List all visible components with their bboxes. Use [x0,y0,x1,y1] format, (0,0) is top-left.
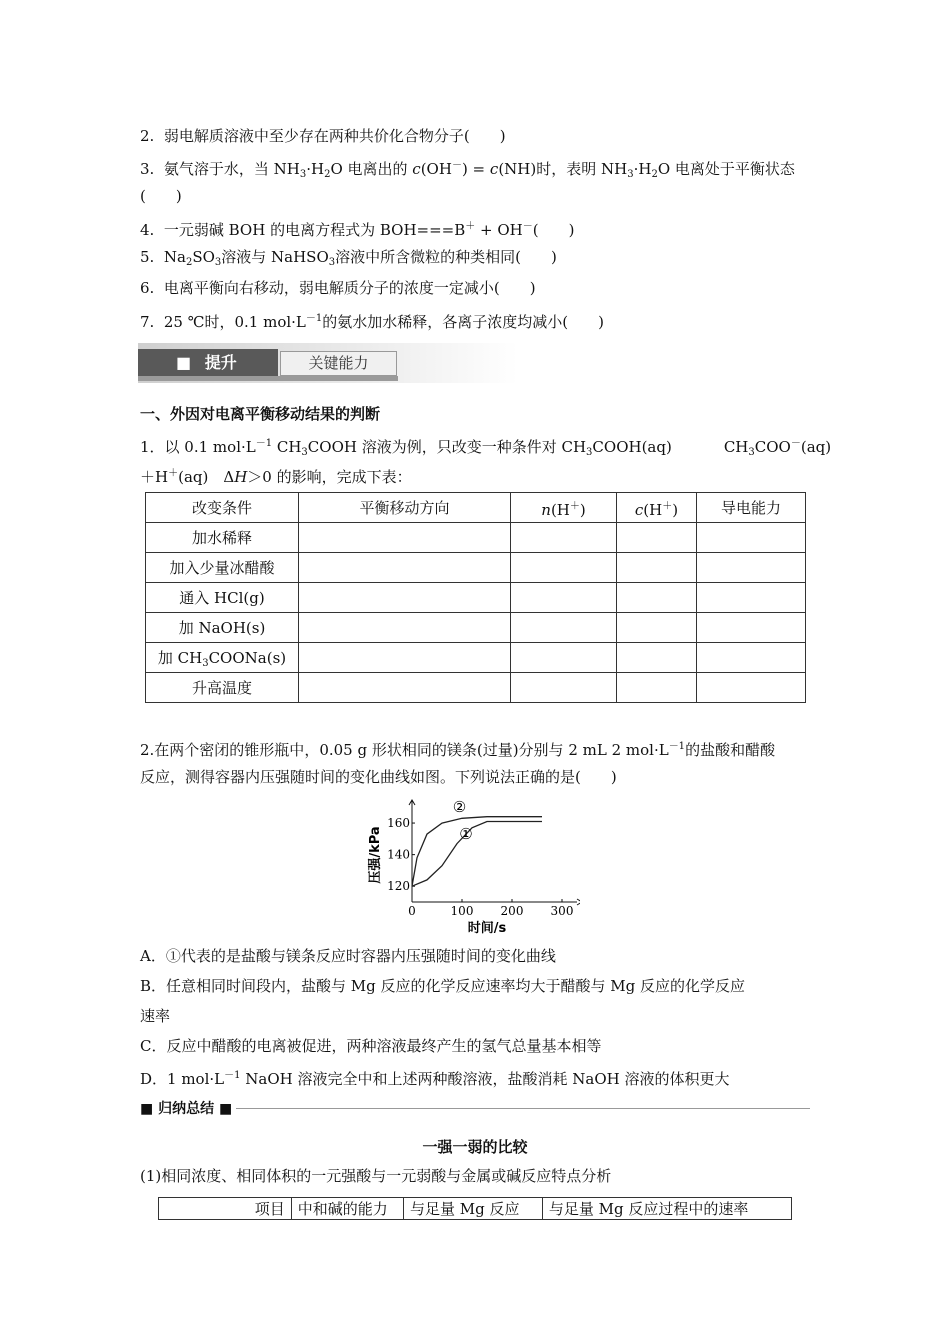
table-row: 加入少量冰醋酸 [146,553,806,583]
header-c-h: c(H＋) [617,493,697,523]
summary-rule [140,1108,810,1109]
option-d[interactable]: D．1 $mol\cdot L^{-1}$ NaOH 溶液完全中和上述两种酸溶液，盐酸消耗 NaOH 溶液的体积更大 [140,1070,730,1088]
x-axis-label: 时间/s [467,921,507,936]
summary-label: ■ 归纳总结 ■ [140,1099,236,1119]
y-tick-label: 140 [387,847,410,862]
item-3: 3. 氨气溶于水，当 $NH_3\cdot H_2O$ 电离出的 c(OH－) = c(NH)时，表明 $NH_3\cdot H_2O$ 电离处于平衡状态 [140,160,795,180]
item-5: 5. $Na_2SO_3$溶液与 NaHSO$_3$溶液中所含微粒的种类相同( ) [140,248,557,268]
header-conductivity: 导电能力 [697,493,806,523]
banner-underline [138,376,398,381]
option-b-line-2[interactable]: 速率 [140,1007,171,1025]
option-b-line-1[interactable]: B．任意相同时间段内，盐酸与 Mg 反应的化学反应速率均大于醋酸与 Mg 反应的化学反应 [140,977,746,995]
problem-1-line-1: 1．以 0.1 $mol\cdot L^{-1}$ $CH_3COOH$ 溶液为例，只改变一种条件对 $CH_3COOH(aq)$ $CH_3COO^-(aq)$ [140,438,832,458]
banner-light-tab: 关键能力 [280,351,397,376]
item-3-tail: ( ) [140,187,182,205]
series-label: ② [452,798,467,816]
x-tick-label: 0 [408,904,416,918]
summary-title: 一强一弱的比较 [422,1138,528,1156]
table-row: 加 $CH_3COONa(s)$ [146,643,806,673]
item-2: 2. 弱电解质溶液中至少存在两种共价化合物分子( ) [140,127,506,145]
square-icon: ■ [176,353,192,372]
summary-divider [140,1099,810,1119]
summary-point-1: (1)相同浓度、相同体积的一元强酸与一元弱酸与金属或碱反应特点分析 [140,1167,612,1185]
problem-2-line-2: 反应，测得容器内压强随时间的变化曲线如图。下列说法正确的是( ) [140,768,617,786]
header-condition: 改变条件 [146,493,299,523]
x-tick-label: 100 [450,904,474,918]
comparison-table [158,1197,792,1220]
option-a[interactable]: A．①代表的是盐酸与镁条反应时容器内压强随时间的变化曲线 [140,947,556,965]
problem-1-line-2: ＋H＋(aq) ΔH＞0 的影响，完成下表： [140,468,412,486]
y-tick-label: 120 [387,879,410,894]
equilibrium-table [145,492,806,703]
item-6: 6. 电离平衡向右移动，弱电解质分子的浓度一定减小( ) [140,279,536,297]
item-7: 7. 25 ℃时，0.1 $mol\cdot L^{-1}$的氨水加水稀释，各离子浓度均减小( ) [140,313,604,331]
table-header-row [146,493,806,523]
x-tick-label: 200 [500,904,524,918]
x-axis-arrow-icon [577,899,580,905]
pressure-time-chart [365,795,580,940]
table-header-row: 项目 中和碱的能力 与足量 Mg 反应 与足量 Mg 反应过程中的速率 [159,1198,792,1220]
problem-2-line-1: 2.在两个密闭的锥形瓶中，0.05 g 形状相同的镁条(过量)分别与 2 mL 2 $mol\cdot L^{-1}$的盐酸和醋酸 [140,741,776,759]
option-c[interactable]: C．反应中醋酸的电离被促进，两种溶液最终产生的氢气总量基本相等 [140,1037,602,1055]
y-tick-label: 160 [387,816,410,831]
x-tick-label: 300 [550,904,574,918]
series-label: ① [459,824,473,843]
table-row: 升高温度 [146,673,806,703]
y-axis-label: 压强/kPa [368,826,383,884]
section-heading: 一、外因对电离平衡移动结果的判断 [140,405,381,423]
table-row: 加 NaOH(s) [146,613,806,643]
header-n-h: n(H＋) [511,493,617,523]
item-4: 4. 一元弱碱 BOH 的电离方程式为 BOH===B＋ + OH－( ) [140,221,575,239]
table-row: 加水稀释 [146,523,806,553]
table-row: 通入 HCl(g) [146,583,806,613]
header-direction: 平衡移动方向 [299,493,511,523]
banner-dark-tab: ■ 提升 [138,349,278,376]
